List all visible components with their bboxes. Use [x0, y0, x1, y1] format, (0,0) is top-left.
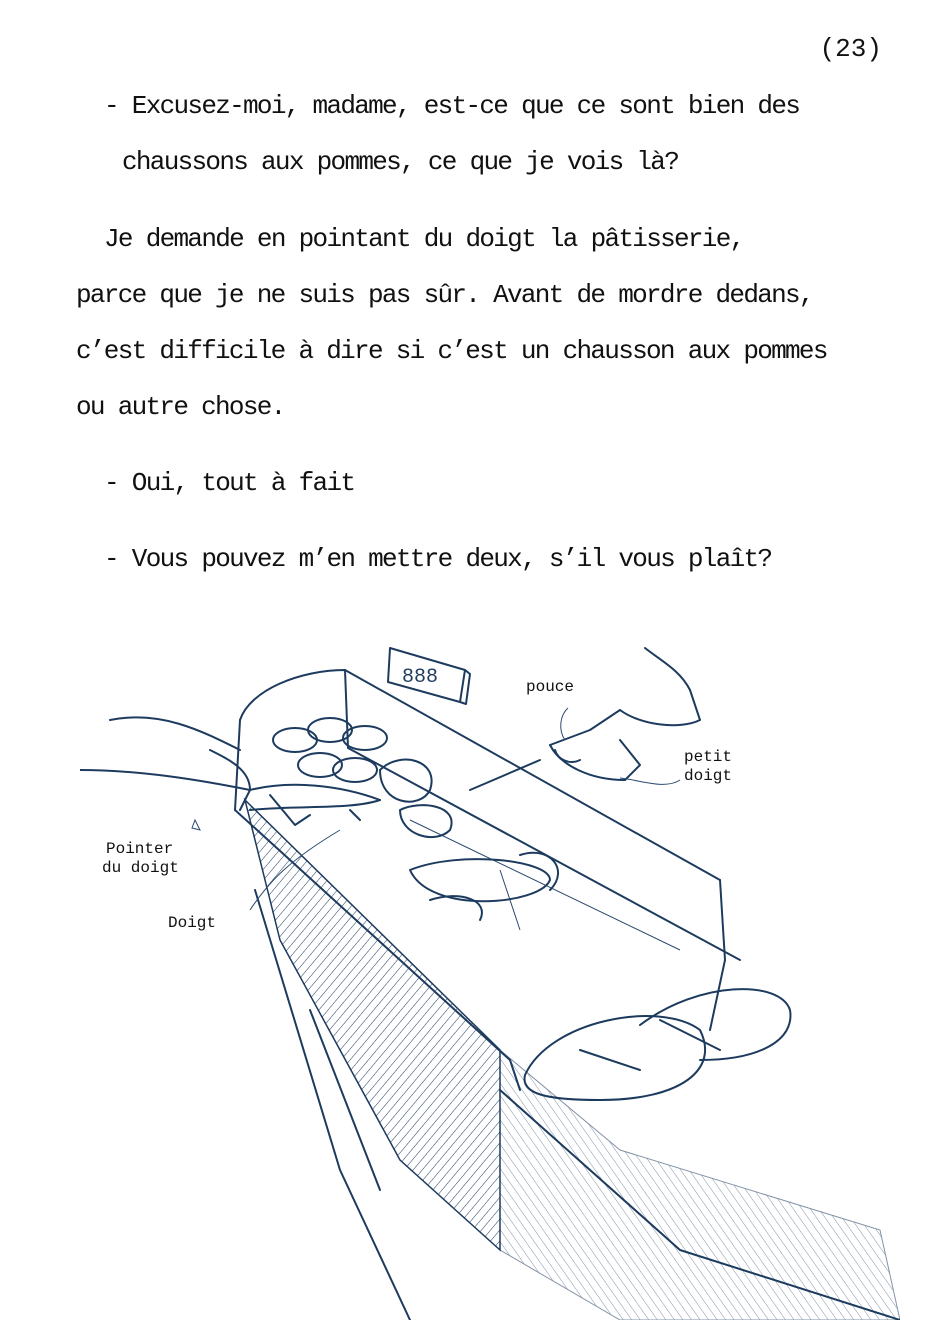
label-doigt: Doigt: [168, 914, 217, 932]
dialogue-line: - Oui, tout à fait: [104, 468, 355, 498]
label-pointer-du-doigt: du doigt: [102, 859, 179, 877]
narration-line: ou autre chose.: [76, 392, 285, 422]
scale-display: 888: [402, 666, 439, 689]
counter-front: [245, 800, 900, 1320]
pointer-arrow: [192, 820, 200, 830]
page-number: (23): [819, 34, 882, 64]
narration-line: c’est difficile à dire si c’est un chausson aux pommes: [76, 336, 827, 366]
dialogue-line: chaussons aux pommes, ce que je vois là?: [122, 147, 679, 177]
dialogue-line: - Vous pouvez m’en mettre deux, s’il vous plaît?: [104, 544, 772, 574]
pinky-pointer: [620, 778, 680, 784]
clerk-hand: [550, 648, 700, 780]
narration-line: parce que je ne suis pas sûr. Avant de mordre dedans,: [76, 280, 813, 310]
label-pouce: pouce: [526, 678, 575, 696]
customer-hand: [80, 717, 380, 825]
dialogue-line: - Excusez-moi, madame, est-ce que ce sont bien des: [104, 91, 800, 121]
narration-line: Je demande en pointant du doigt la pâtisserie,: [104, 224, 744, 254]
label-pointer-du-doigt: Pointer: [106, 840, 174, 858]
scale: [388, 648, 470, 704]
label-petit-doigt: petit: [684, 748, 733, 766]
bakery-counter-illustration: [80, 630, 900, 1320]
label-petit-doigt: doigt: [684, 767, 733, 785]
bread-loaves: [524, 989, 790, 1100]
